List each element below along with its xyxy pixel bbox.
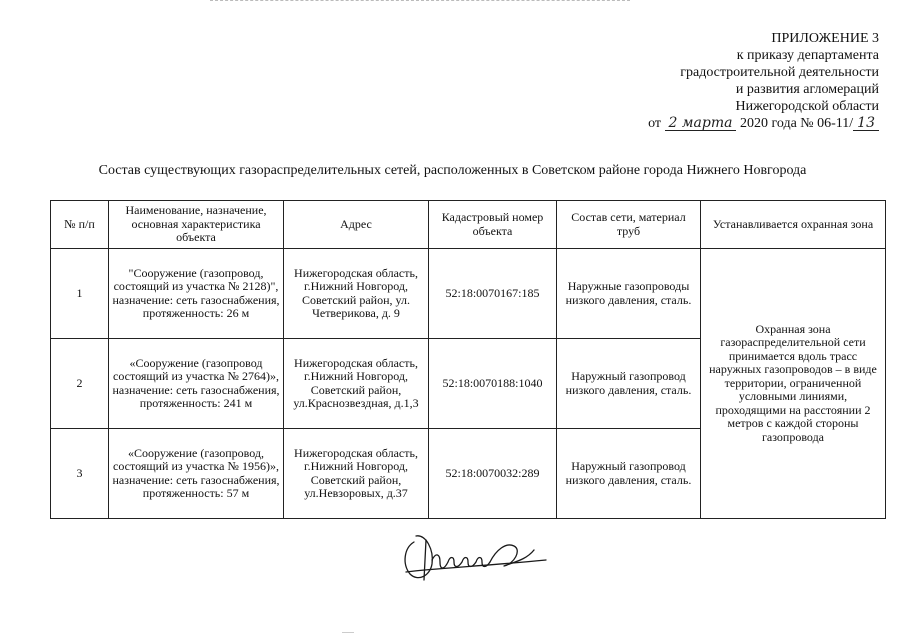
cell-zone: Охранная зона газораспределительной сети принимается вдоль трасс наружных газопроводов – в виде территории, ограниченной условными линиями, проходящими на расстоянии 2 метров с каждой стороны газопровода (701, 249, 886, 519)
scan-artifact (342, 632, 354, 637)
cell-material: Наружный газопровод низкого давления, сталь. (557, 429, 701, 519)
handwritten-signature-icon (396, 520, 556, 590)
cell-material: Наружные газопроводы низкого давления, сталь. (557, 249, 701, 339)
cell-cadastral: 52:18:0070032:289 (429, 429, 557, 519)
cell-number: 3 (51, 429, 109, 519)
gas-network-table (50, 200, 886, 519)
cell-number: 2 (51, 339, 109, 429)
cell-material: Наружный газопровод низкого давления, сталь. (557, 339, 701, 429)
header-name: Наименование, назначение, основная характеристика объекта (109, 201, 284, 249)
cell-address: Нижегородская область, г.Нижний Новгород, Советский район, ул.Невзоровых, д.37 (284, 429, 429, 519)
heading-line: к приказу департамента (736, 48, 879, 63)
cell-name: «Сооружение (газопровод состоящий из участка № 2764)», назначение: сеть газоснабжения, протяженность: 241 м (109, 339, 284, 429)
heading-line: градостроительной деятельности (680, 65, 879, 80)
heading-line: и развития агломераций (735, 82, 879, 97)
cell-address: Нижегородская область, г.Нижний Новгород, Советский район, ул.Краснозвездная, д.1,3 (284, 339, 429, 429)
header-material: Состав сети, материал труб (557, 201, 701, 249)
scan-edge-line (210, 0, 630, 3)
header-zone: Устанавливается охранная зона (701, 201, 886, 249)
cell-name: "Сооружение (газопровод, состоящий из участка № 2128)", назначение: сеть газоснабжения, протяженность: 26 м (109, 249, 284, 339)
table-header-row (51, 201, 886, 249)
cell-number: 1 (51, 249, 109, 339)
cell-address: Нижегородская область, г.Нижний Новгород, Советский район, ул. Четверикова, д. 9 (284, 249, 429, 339)
cell-name: «Сооружение (газопровод, состоящий из участка № 1956)», назначение: сеть газоснабжения, протяженность: 57 м (109, 429, 284, 519)
handwritten-order-number: 13 (853, 116, 879, 131)
header-address: Адрес (284, 201, 429, 249)
appendix-number: ПРИЛОЖЕНИЕ 3 (771, 31, 879, 46)
table-row (51, 249, 886, 339)
heading-line: Нижегородской области (735, 99, 879, 114)
date-suffix: 2020 года № 06-11/ (739, 116, 854, 131)
handwritten-date: 2 марта (665, 116, 737, 131)
cell-cadastral: 52:18:0070167:185 (429, 249, 557, 339)
header-cadastral: Кадастровый номер объекта (429, 201, 557, 249)
appendix-heading (559, 30, 879, 132)
header-number: № п/п (51, 201, 109, 249)
document-title: Состав существующих газораспределительных сетей, расположенных в Советском районе города Нижнего Новгорода (98, 163, 807, 178)
order-date-line (559, 115, 879, 132)
cell-cadastral: 52:18:0070188:1040 (429, 339, 557, 429)
date-prefix: от (648, 116, 662, 131)
